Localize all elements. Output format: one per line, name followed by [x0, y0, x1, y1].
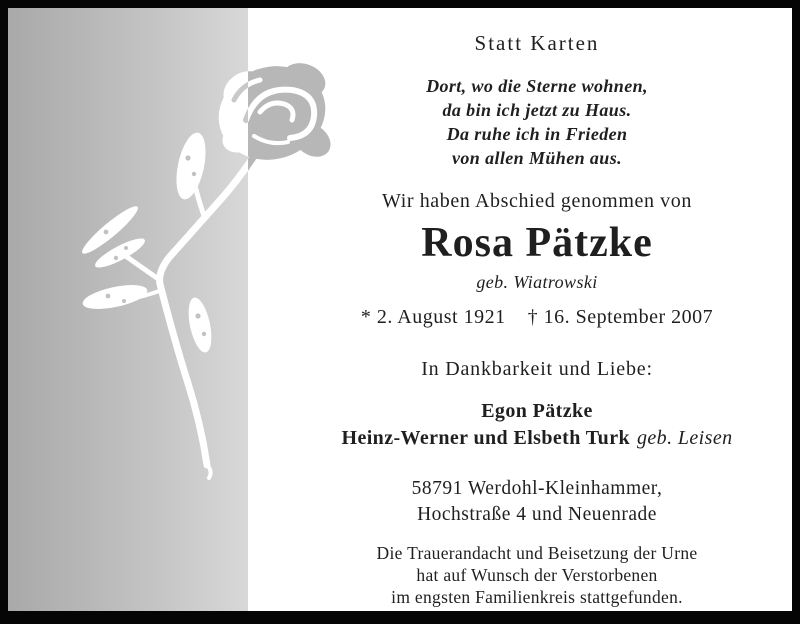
deceased-name: Rosa Pätzke	[421, 220, 653, 266]
mourner-names-line	[282, 425, 792, 452]
pre-header-note: Statt Karten	[474, 31, 600, 55]
closing-note-line: im engsten Familienkreis stattgefunden.	[391, 587, 683, 607]
mourner-names-bold: Heinz-Werner und Elsbeth Turk	[341, 427, 630, 449]
poem-line: Dort, wo die Sterne wohnen,	[426, 76, 648, 96]
address-line: 58791 Werdohl-Kleinhammer,	[411, 478, 663, 499]
poem-line: Da ruhe ich in Frieden	[446, 124, 628, 144]
birth-date: * 2. August 1921	[360, 306, 506, 328]
memorial-poem	[282, 74, 792, 170]
gratitude-line: In Dankbarkeit und Liebe:	[421, 358, 653, 380]
closing-note-line: hat auf Wunsch der Verstorbenen	[416, 565, 658, 585]
life-dates	[282, 304, 792, 330]
poem-line: von allen Mühen aus.	[451, 148, 623, 168]
address-line: Hochstraße 4 und Neuenrade	[417, 504, 657, 525]
closing-note	[282, 542, 792, 608]
notice-content	[282, 8, 792, 611]
intro-line: Wir haben Abschied genommen von	[382, 190, 692, 212]
poem-line: da bin ich jetzt zu Haus.	[442, 100, 632, 120]
address-block	[282, 476, 792, 528]
obituary-card	[8, 8, 792, 611]
death-date: † 16. September 2007	[527, 306, 714, 328]
closing-note-line: Die Trauerandacht und Beisetzung der Urne	[376, 543, 698, 563]
mourner-maiden-name: geb. Leisen	[637, 427, 733, 449]
mourner-name: Egon Pätzke	[481, 400, 593, 422]
mourners-list	[282, 398, 792, 452]
maiden-name: geb. Wiatrowski	[476, 272, 598, 292]
